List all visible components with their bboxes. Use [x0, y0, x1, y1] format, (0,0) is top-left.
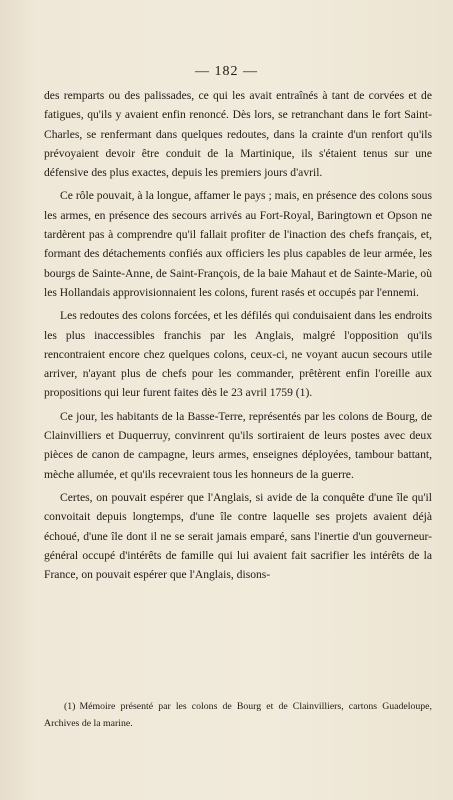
paragraph: Les redoutes des colons forcées, et les défilés qui conduisaient dans les endroits les plus inaccessibles franchis par les Anglais, malgré l'opposition qu'ils rencontraient encore chez quelques colons, ceux-ci, ne voyant aucun secours utile arriver, n'ayant plus de chefs pour les commander, prêtèrent enfin l'oreille aux propositions qui leur furent faites dès le 23 avril 1759 (1). [44, 309, 432, 400]
footnote [44, 698, 432, 732]
footnote-text: Mémoire présenté par les colons de Bourg et de Clainvilliers, cartons Guadeloupe, Archives de la marine. [44, 701, 432, 729]
paragraph: Certes, on pouvait espérer que l'Anglais, si avide de la conquête d'une île qu'il convoitait depuis longtemps, d'une île contre laquelle ses projets avaient déjà échoué, d'une île dont il ne se serait jamais emparé, sans l'inertie d'un gouverneur-général occupé d'intérêts de famille qui lui avaient fait sacrifier les intérêts de la France, on pouvait espérer que l'Anglais, disons- [44, 490, 432, 582]
paragraph: Ce jour, les habitants de la Basse-Terre, représentés par les colons de Bourg, de Clainvilliers et Duquerruy, convinrent qu'ils sortiraient de leurs postes avec deux pièces de canon de campagne, leurs armes, enseignes déployées, tambour battant, mèche allumée, et qu'ils recevraient tous les honneurs de la guerre. [44, 409, 432, 481]
footnote-marker: (1) [64, 701, 76, 712]
paragraph: des remparts ou des palissades, ce qui les avait entraînés à tant de corvées et de fatigues, qu'ils y avaient enfin renoncé. Dès lors, se retranchant dans le fort Saint-Charles, se renfermant dans quelques redoutes, dans la crainte d'un renfort qu'ils prévoyaient devoir être conduit de la Martinique, ils s'étaient tenus sur une défensive des plus exactes, depuis les premiers jours d'avril. [44, 89, 432, 180]
page-number: — 182 — [195, 64, 258, 79]
paragraph: Ce rôle pouvait, à la longue, affamer le pays ; mais, en présence des colons sous les armes, en présence des secours arrivés au Fort-Royal, Baringtown et Opson ne tardèrent pas à comprendre qu'il fallait profiter de l'inaction des chefs français, et, formant des détachements confiés aux officiers les plus capables de leur armée, les bourgs de Sainte-Anne, de Saint-François, de la baie Mahaut et de Sainte-Marie, où les Hollandais approvisionnaient les colons, furent rasés et occupés par l'ennemi. [44, 189, 432, 299]
body-text [44, 86, 432, 588]
